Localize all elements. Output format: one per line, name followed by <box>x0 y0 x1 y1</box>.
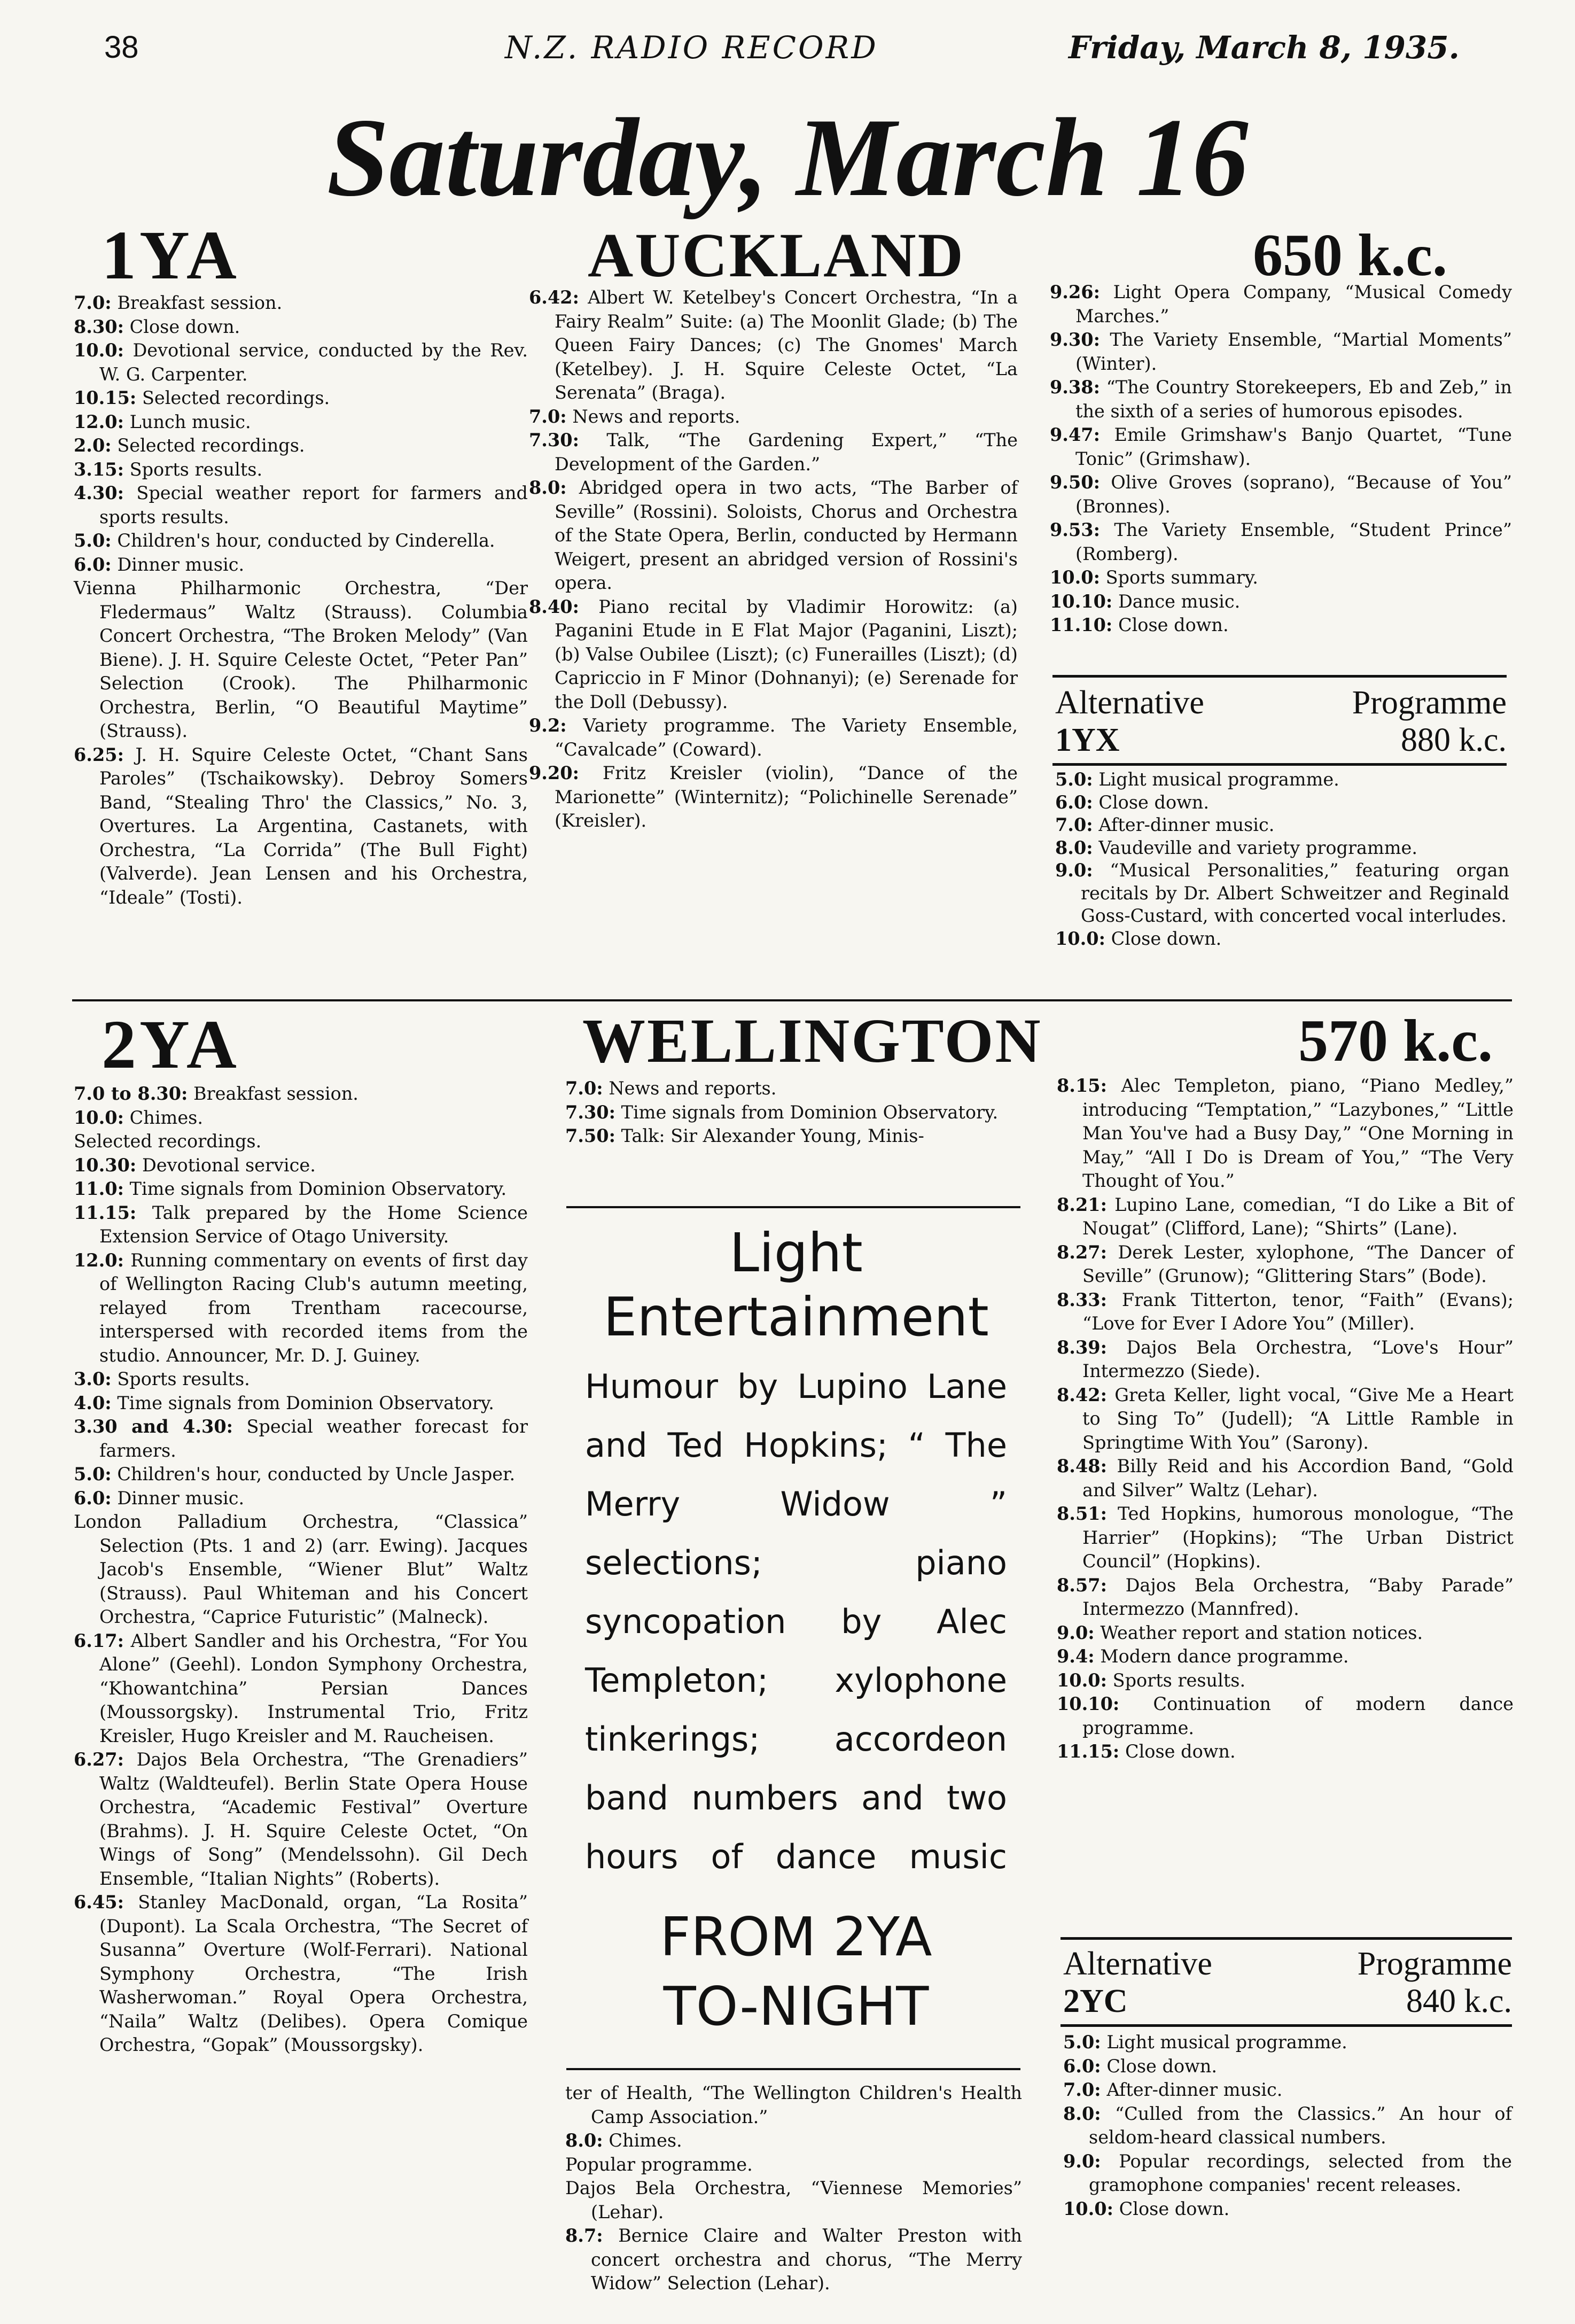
schedule-entry <box>1050 590 1512 614</box>
entry-time: 9.53: <box>1050 519 1100 540</box>
entry-time: 10.0: <box>1063 2198 1113 2219</box>
schedule-entry <box>1055 928 1509 951</box>
schedule-entry <box>1063 2031 1512 2055</box>
entry-text: Modern dance programme. <box>1100 1646 1349 1667</box>
wellington-alt-list <box>1063 2031 1512 2221</box>
entry-time: 6.42: <box>529 287 579 308</box>
schedule-entry <box>74 1891 528 2057</box>
entry-time: 6.0: <box>74 554 112 575</box>
entry-time: 8.39: <box>1057 1336 1107 1358</box>
entry-text: After-dinner music. <box>1098 814 1275 835</box>
schedule-entry <box>74 529 528 553</box>
entry-text: Popular recordings, selected from the gramophone companies' recent releases. <box>1089 2150 1512 2195</box>
entry-text: Breakfast session. <box>117 292 283 313</box>
wellington-alt-header <box>1063 1945 1512 2020</box>
entry-text: “Musical Personalities,” featuring organ recitals by Dr. Albert Schweitzer and Reginald Goss-Custard, with concerted vocal interludes. <box>1081 860 1510 926</box>
entry-time: 9.20: <box>529 763 579 783</box>
entry-time: 12.0: <box>74 1249 124 1271</box>
schedule-entry <box>1050 423 1512 471</box>
entry-text: Ted Hopkins, humorous monologue, “The Harrier” (Hopkins); “The Urban District Council” (Hopkins). <box>1082 1503 1514 1572</box>
wellington-alt-bottom-rule <box>1061 2024 1512 2027</box>
entry-text: Close down. <box>129 316 240 337</box>
auckland-alt-bottom-rule <box>1052 763 1507 766</box>
entry-time: 10.0: <box>1057 1669 1107 1691</box>
entry-text: The Variety Ensemble, “Martial Moments” (Winter). <box>1075 329 1512 374</box>
entry-time: 9.0: <box>1057 1622 1095 1643</box>
schedule-entry <box>1063 2197 1512 2221</box>
entry-text: Greta Keller, light vocal, “Give Me a Heart to Sing To” (Judell); “A Little Ramble in Springtime With You” (Sarony). <box>1082 1384 1514 1453</box>
entry-time: 7.50: <box>565 1125 615 1146</box>
entry-text: Derek Lester, xylophone, “The Dancer of Seville” (Grunow); “Glittering Stars” (Bode). <box>1082 1241 1514 1286</box>
schedule-entry <box>1063 2150 1512 2197</box>
schedule-entry <box>1055 791 1509 814</box>
entry-text: Variety programme. The Variety Ensemble, “Cavalcade” (Coward). <box>555 715 1018 760</box>
schedule-entry <box>1055 837 1509 860</box>
light-entertainment-ad <box>585 1224 1007 2041</box>
wellington-station-id: 2YA <box>102 1006 240 1083</box>
entry-time: 8.30: <box>74 316 124 337</box>
wellington-frequency: 570 k.c. <box>1298 1008 1493 1074</box>
wellington-column-1 <box>74 1082 528 2057</box>
entry-text: Olive Groves (soprano), “Because of You” (Bronnes). <box>1075 472 1512 517</box>
schedule-entry <box>565 2177 1022 2224</box>
entry-text: Dajos Bela Orchestra, “Baby Parade” Intermezzo (Mannfred). <box>1082 1574 1514 1619</box>
auckland-alt-station: 1YX <box>1055 722 1120 758</box>
entry-text: News and reports. <box>572 406 740 427</box>
entry-time: 6.27: <box>74 1749 124 1770</box>
entry-text: Selected recordings. <box>74 1131 262 1152</box>
schedule-entry <box>565 1124 1022 1148</box>
entry-time: 8.27: <box>1057 1241 1107 1263</box>
schedule-entry <box>1050 328 1512 376</box>
schedule-entry <box>74 1082 528 1106</box>
entry-text: Time signals from Dominion Observatory. <box>117 1392 494 1413</box>
entry-text: Selected recordings. <box>117 435 305 456</box>
entry-time: 11.10: <box>1050 615 1113 635</box>
wellington-alt-top-rule <box>1061 1937 1512 1940</box>
entry-time: 6.45: <box>74 1892 124 1913</box>
schedule-entry <box>1050 566 1512 590</box>
auckland-alt-frequency: 880 k.c. <box>1400 722 1507 758</box>
ad-bottom-rule <box>566 2068 1020 2070</box>
entry-text: Billy Reid and his Accordion Band, “Gold and Silver” Waltz (Lehar). <box>1082 1456 1514 1501</box>
entry-time: 9.50: <box>1050 472 1100 493</box>
schedule-entry <box>74 434 528 458</box>
schedule-entry <box>1057 1241 1514 1288</box>
schedule-entry <box>1057 1692 1514 1740</box>
entry-time: 10.10: <box>1050 590 1113 612</box>
entry-time: 10.0: <box>1055 928 1105 949</box>
entry-text: Vienna Philharmonic Orchestra, “Der Fledermaus” Waltz (Strauss). Columbia Concert Orchestra, “The Broken Melody” (Van Biene). J. H. Squire Celeste Octet, “Peter Pan” Selection (Crook). The Philharmonic Orchestra, Berlin, “O Beautiful Maytime” (Strauss). <box>74 578 528 741</box>
schedule-entry <box>1050 376 1512 423</box>
entry-time: 8.48: <box>1057 1456 1107 1476</box>
schedule-entry <box>1057 1740 1514 1764</box>
wellington-column-3 <box>1057 1074 1514 1764</box>
schedule-entry <box>74 1748 528 1891</box>
entry-text: Sports results. <box>117 1369 250 1389</box>
schedule-entry <box>565 2081 1022 2129</box>
schedule-entry <box>1050 281 1512 328</box>
entry-text: Breakfast session. <box>193 1083 358 1104</box>
entry-text: Children's hour, conducted by Cinderella. <box>117 530 495 551</box>
entry-time: 6.25: <box>74 744 124 765</box>
schedule-entry <box>529 595 1018 714</box>
entry-text: Special weather report for farmers and sports results. <box>99 483 528 527</box>
entry-time: 2.0: <box>74 435 112 456</box>
entry-time: 7.0: <box>529 406 567 427</box>
schedule-entry <box>1050 613 1512 638</box>
schedule-entry <box>1055 859 1509 928</box>
schedule-entry <box>529 714 1018 761</box>
schedule-entry <box>74 410 528 434</box>
entry-text: Sports summary. <box>1105 567 1258 588</box>
schedule-entry <box>565 1101 1022 1125</box>
wellington-alt-programme: Programme <box>1357 1946 1512 1982</box>
schedule-entry <box>74 339 528 386</box>
entry-time: 8.57: <box>1057 1574 1107 1596</box>
wellington-column-2-top <box>565 1077 1022 1148</box>
entry-text: Fritz Kreisler (violin), “Dance of the Marionette” (Winternitz); “Polichinelle Serenade” (Kreisler). <box>555 763 1018 831</box>
entry-time: 10.10: <box>1057 1693 1120 1714</box>
entry-time: 6.0: <box>1063 2055 1101 2077</box>
entry-time: 10.0: <box>1050 567 1100 588</box>
auckland-column-1 <box>74 291 528 910</box>
schedule-entry <box>529 286 1018 405</box>
schedule-entry <box>1057 1193 1514 1241</box>
entry-time: 9.30: <box>1050 329 1100 350</box>
entry-time: 8.21: <box>1057 1194 1107 1215</box>
schedule-entry <box>74 481 528 529</box>
entry-text: Close down. <box>1119 2198 1230 2219</box>
entry-time: 8.0: <box>1063 2103 1101 2124</box>
entry-text: Continuation of modern dance programme. <box>1082 1693 1514 1738</box>
entry-text: Light musical programme. <box>1106 2032 1347 2053</box>
issue-date: Friday, March 8, 1935. <box>1069 29 1460 66</box>
schedule-entry <box>74 1415 528 1463</box>
entry-text: Talk, “The Gardening Expert,” “The Development of the Garden.” <box>555 430 1018 475</box>
entry-time: 7.0: <box>1055 814 1093 835</box>
schedule-entry <box>74 553 528 577</box>
schedule-entry <box>529 761 1018 833</box>
schedule-entry <box>74 1130 528 1154</box>
publication-title: N.Z. RADIO RECORD <box>505 29 878 66</box>
schedule-entry <box>1057 1074 1514 1193</box>
entry-time: 8.33: <box>1057 1289 1107 1310</box>
schedule-entry <box>1057 1669 1514 1693</box>
entry-time: 7.0 to 8.30: <box>74 1083 188 1104</box>
schedule-entry <box>74 458 528 482</box>
entry-time: 6.17: <box>74 1630 124 1651</box>
entry-time: 12.0: <box>74 411 124 432</box>
entry-time: 3.15: <box>74 458 124 480</box>
schedule-entry <box>1057 1502 1514 1574</box>
entry-text: Special weather forecast for farmers. <box>99 1416 528 1461</box>
schedule-entry <box>74 743 528 910</box>
entry-text: Talk prepared by the Home Science Extension Service of Otago University. <box>99 1202 528 1247</box>
ad-heading-line-2: Entertainment <box>603 1286 989 1348</box>
schedule-entry <box>74 386 528 410</box>
entry-time: 10.0: <box>74 1107 124 1128</box>
schedule-entry <box>1063 2055 1512 2079</box>
entry-text: Dinner music. <box>117 554 245 575</box>
entry-text: Popular programme. <box>565 2154 753 2175</box>
entry-text: Lupino Lane, comedian, “I do Like a Bit of Nougat” (Clifford, Lane); “Shirts” (Lane). <box>1082 1194 1514 1239</box>
schedule-entry <box>1050 518 1512 566</box>
schedule-entry <box>1057 1621 1514 1645</box>
page-number: 38 <box>104 30 139 65</box>
schedule-entry <box>529 405 1018 429</box>
schedule-entry <box>74 577 528 743</box>
entry-time: 10.30: <box>74 1154 137 1176</box>
entry-text: Children's hour, conducted by Uncle Jasper. <box>117 1464 516 1484</box>
entry-time: 8.0: <box>529 477 567 498</box>
entry-text: Chimes. <box>609 2130 682 2151</box>
schedule-entry <box>74 1249 528 1368</box>
entry-text: Frank Titterton, tenor, “Faith” (Evans); “Love for Ever I Adore You” (Miller). <box>1082 1289 1514 1334</box>
schedule-entry <box>74 1154 528 1178</box>
ad-top-rule <box>566 1206 1020 1208</box>
entry-time: 9.0: <box>1063 2150 1101 2172</box>
entry-text: Devotional service. <box>142 1154 316 1176</box>
ad-heading-line-1: Light <box>729 1222 863 1284</box>
entry-text: After-dinner music. <box>1106 2079 1283 2100</box>
entry-time: 7.0: <box>565 1078 603 1099</box>
schedule-entry <box>565 2153 1022 2177</box>
entry-time: 8.7: <box>565 2225 603 2246</box>
entry-text: Dance music. <box>1118 590 1241 612</box>
entry-time: 8.51: <box>1057 1503 1107 1524</box>
entry-text: Stanley MacDonald, organ, “La Rosita” (Dupont). La Scala Orchestra, “The Secret of Susanna” Overture (Wolf-Ferrari). National Symphony Orchestra, “The Irish Washerwoman.” Royal Opera Orchestra, “Naila” Waltz (Delibes). Opera Comique Orchestra, “Gopak” (Moussorgsky). <box>99 1892 528 2055</box>
entry-time: 11.0: <box>74 1178 124 1199</box>
schedule-entry <box>74 1201 528 1249</box>
entry-time: 9.26: <box>1050 282 1100 302</box>
entry-text: London Palladium Orchestra, “Classica” Selection (Pts. 1 and 2) (arr. Ewing). Jacques Jacob's Ensemble, “Wiener Blut” Waltz (Strauss). Paul Whiteman and his Concert Orchestra, “Caprice Futuristic” (Malneck). <box>74 1511 528 1627</box>
entry-text: News and reports. <box>609 1078 777 1099</box>
entry-text: Devotional service, conducted by the Rev. W. G. Carpenter. <box>99 340 528 385</box>
schedule-entry <box>74 315 528 339</box>
entry-text: “Culled from the Classics.” An hour of seldom-heard classical numbers. <box>1089 2103 1512 2148</box>
entry-time: 9.2: <box>529 715 567 736</box>
entry-time: 5.0: <box>74 1464 112 1484</box>
entry-time: 7.30: <box>565 1101 615 1123</box>
wellington-alt-frequency: 840 k.c. <box>1406 1983 1512 2019</box>
entry-text: Sports results. <box>129 458 263 480</box>
entry-time: 7.0: <box>1063 2079 1101 2100</box>
entry-time: 8.0: <box>1055 837 1093 858</box>
entry-text: Dajos Bela Orchestra, “Love's Hour” Intermezzo (Siede). <box>1082 1336 1514 1381</box>
schedule-entry <box>565 2129 1022 2153</box>
auckland-column-3 <box>1050 281 1512 638</box>
entry-text: Emile Grimshaw's Banjo Quartet, “Tune Tonic” (Grimshaw). <box>1075 424 1512 469</box>
schedule-entry <box>1057 1288 1514 1336</box>
schedule-entry <box>74 1463 528 1487</box>
schedule-entry <box>74 1392 528 1416</box>
schedule-entry <box>565 2224 1022 2296</box>
schedule-entry <box>1055 814 1509 837</box>
wellington-column-2-bottom <box>565 2081 1022 2296</box>
schedule-entry <box>74 1177 528 1201</box>
entry-time: 9.47: <box>1050 424 1100 445</box>
entry-time: 11.15: <box>1057 1741 1120 1762</box>
schedule-entry <box>1057 1336 1514 1383</box>
entry-text: J. H. Squire Celeste Octet, “Chant Sans Paroles” (Tschaikowsky). Debroy Somers Band, “Stealing Thro' the Classics,” No. 3, Overtures. La Argentina, Castanets, with Orchestra, “La Corrida” (The Bull Fight) (Valverde). Jean Lensen and his Orchestra, “Ideale” (Tosti). <box>99 744 528 908</box>
auckland-alt-list <box>1055 768 1509 950</box>
schedule-entry <box>74 1629 528 1748</box>
auckland-alt-top-rule <box>1052 675 1507 678</box>
entry-time: 5.0: <box>1055 769 1093 790</box>
schedule-entry <box>1057 1455 1514 1502</box>
entry-text: ter of Health, “The Wellington Children's Health Camp Association.” <box>565 2082 1022 2127</box>
schedule-entry <box>74 291 528 315</box>
entry-time: 5.0: <box>1063 2032 1101 2053</box>
schedule-entry <box>1063 2078 1512 2102</box>
entry-time: 8.15: <box>1057 1075 1107 1096</box>
ad-footer-line-1: FROM 2YA <box>660 1906 932 1968</box>
ad-footer-line-2: TO-NIGHT <box>663 1975 929 2038</box>
auckland-frequency: 650 k.c. <box>1253 222 1447 289</box>
entry-time: 11.15: <box>74 1202 137 1223</box>
auckland-alt-label: Alternative <box>1055 685 1204 721</box>
section-divider <box>72 999 1512 1001</box>
entry-text: Piano recital by Vladimir Horowitz: (a) Paganini Etude in E Flat Major (Paganini, Liszt); (b) Valse Oubilee (Liszt); (c) Funerailles (Liszt); (d) Capriccio in F Minor (Dohnanyi); (e) Serenade for the Doll (Debussy). <box>555 596 1018 712</box>
entry-time: 6.0: <box>1055 791 1093 813</box>
wellington-alt-label: Alternative <box>1063 1946 1212 1982</box>
schedule-entry <box>1057 1383 1514 1455</box>
entry-time: 9.0: <box>1055 860 1093 881</box>
entry-text: Abridged opera in two acts, “The Barber of Seville” (Rossini). Soloists, Chorus and Orchestra of the State Opera, Berlin, conducted by Hermann Weigert, present an abridged version of Rossini's opera. <box>555 477 1018 593</box>
schedule-entry <box>1055 768 1509 791</box>
entry-text: Bernice Claire and Walter Preston with concert orchestra and chorus, “The Merry Widow” Selection (Lehar). <box>591 2225 1022 2294</box>
entry-text: Vaudeville and variety programme. <box>1098 837 1417 858</box>
auckland-alt-programme: Programme <box>1352 685 1507 721</box>
entry-time: 7.0: <box>74 292 112 313</box>
schedule-entry <box>74 1106 528 1130</box>
schedule-entry <box>529 476 1018 595</box>
auckland-station-id: 1YA <box>102 217 240 294</box>
entry-text: Talk: Sir Alexander Young, Minis- <box>621 1125 924 1146</box>
entry-time: 3.0: <box>74 1369 112 1389</box>
schedule-entry <box>1063 2102 1512 2150</box>
entry-text: Lunch music. <box>129 411 251 432</box>
day-title: Saturday, March 16 <box>326 96 1249 220</box>
entry-time: 8.42: <box>1057 1384 1107 1405</box>
entry-text: Close down. <box>1106 2055 1218 2077</box>
entry-text: Dinner music. <box>117 1487 245 1509</box>
entry-text: Dajos Bela Orchestra, “The Grenadiers” Waltz (Waldteufel). Berlin State Opera House Orchestra, “Academic Festival” Overture (Brahms). J. H. Squire Celeste Octet, “On Wings of Song” (Mendelssohn). Gil Dech Ensemble, “Italian Nights” (Roberts). <box>99 1749 528 1889</box>
entry-text: Time signals from Dominion Observatory. <box>129 1178 507 1199</box>
entry-time: 9.4: <box>1057 1646 1095 1667</box>
schedule-entry <box>74 1510 528 1629</box>
entry-text: Dajos Bela Orchestra, “Viennese Memories” (Lehar). <box>565 2178 1022 2222</box>
entry-text: Light musical programme. <box>1098 769 1339 790</box>
entry-text: Close down. <box>1098 791 1210 813</box>
entry-time: 9.38: <box>1050 377 1100 398</box>
entry-text: Close down. <box>1111 928 1222 949</box>
entry-text: “The Country Storekeepers, Eb and Zeb,” in the sixth of a series of humorous episodes. <box>1075 377 1512 422</box>
entry-time: 10.0: <box>74 340 124 361</box>
entry-text: Time signals from Dominion Observatory. <box>621 1101 999 1123</box>
entry-text: Chimes. <box>129 1107 203 1128</box>
schedule-entry <box>529 429 1018 476</box>
auckland-city: AUCKLAND <box>588 220 965 290</box>
entry-text: Close down. <box>1125 1741 1236 1762</box>
entry-time: 5.0: <box>74 530 112 551</box>
entry-time: 7.30: <box>529 430 579 450</box>
schedule-entry <box>74 1487 528 1511</box>
entry-text: Albert Sandler and his Orchestra, “For You Alone” (Geehl). London Symphony Orchestra, “Khowantchina” Persian Dances (Moussorgsky). Instrumental Trio, Fritz Kreisler, Hugo Kreisler and M. Raucheisen. <box>99 1630 528 1746</box>
entry-text: Light Opera Company, “Musical Comedy Marches.” <box>1075 282 1512 327</box>
schedule-entry <box>1057 1645 1514 1669</box>
schedule-entry <box>74 1367 528 1392</box>
entry-text: Weather report and station notices. <box>1100 1622 1423 1643</box>
entry-text: Alec Templeton, piano, “Piano Medley,” introducing “Temptation,” “Lazybones,” “Little Man You've had a Busy Day,” “One Morning in May,” “All I Do is Dream of You,” “The Very Thought of You.” <box>1082 1075 1514 1191</box>
entry-text: Close down. <box>1118 615 1229 635</box>
entry-time: 4.30: <box>74 483 124 503</box>
auckland-alt-header <box>1055 684 1507 759</box>
schedule-entry <box>1050 471 1512 518</box>
entry-time: 8.40: <box>529 596 579 617</box>
entry-text: Running commentary on events of first day of Wellington Racing Club's autumn meeting, relayed from Trentham racecourse, interspersed with recorded items from the studio. Announcer, Mr. D. J. Guiney. <box>99 1249 528 1366</box>
entry-time: 8.0: <box>565 2130 603 2151</box>
ad-body-text: Humour by Lupino Lane and Ted Hopkins; “ The Merry Widow ” selections; piano syncopation by Alec Templeton; xylophone tinkerings; accordeon band numbers and two hours of dance music <box>585 1367 1007 1876</box>
entry-text: Albert W. Ketelbey's Concert Orchestra, “In a Fairy Realm” Suite: (a) The Moonlit Glade; (b) The Queen Fairy Dances; (c) The Gnomes' March (Ketelbey). J. H. Squire Celeste Octet, “La Serenata” (Braga). <box>555 287 1018 403</box>
schedule-entry <box>565 1077 1022 1101</box>
auckland-column-2 <box>529 286 1018 833</box>
wellington-city: WELLINGTON <box>582 1006 1042 1076</box>
entry-text: Sports results. <box>1112 1669 1246 1691</box>
entry-time: 6.0: <box>74 1487 112 1509</box>
entry-time: 10.15: <box>74 387 137 408</box>
entry-text: The Variety Ensemble, “Student Prince” (Romberg). <box>1075 519 1512 564</box>
entry-time: 3.30 and 4.30: <box>74 1416 233 1437</box>
entry-time: 4.0: <box>74 1392 112 1413</box>
entry-text: Selected recordings. <box>142 387 330 408</box>
wellington-alt-station: 2YC <box>1063 1983 1128 2019</box>
schedule-entry <box>1057 1574 1514 1621</box>
